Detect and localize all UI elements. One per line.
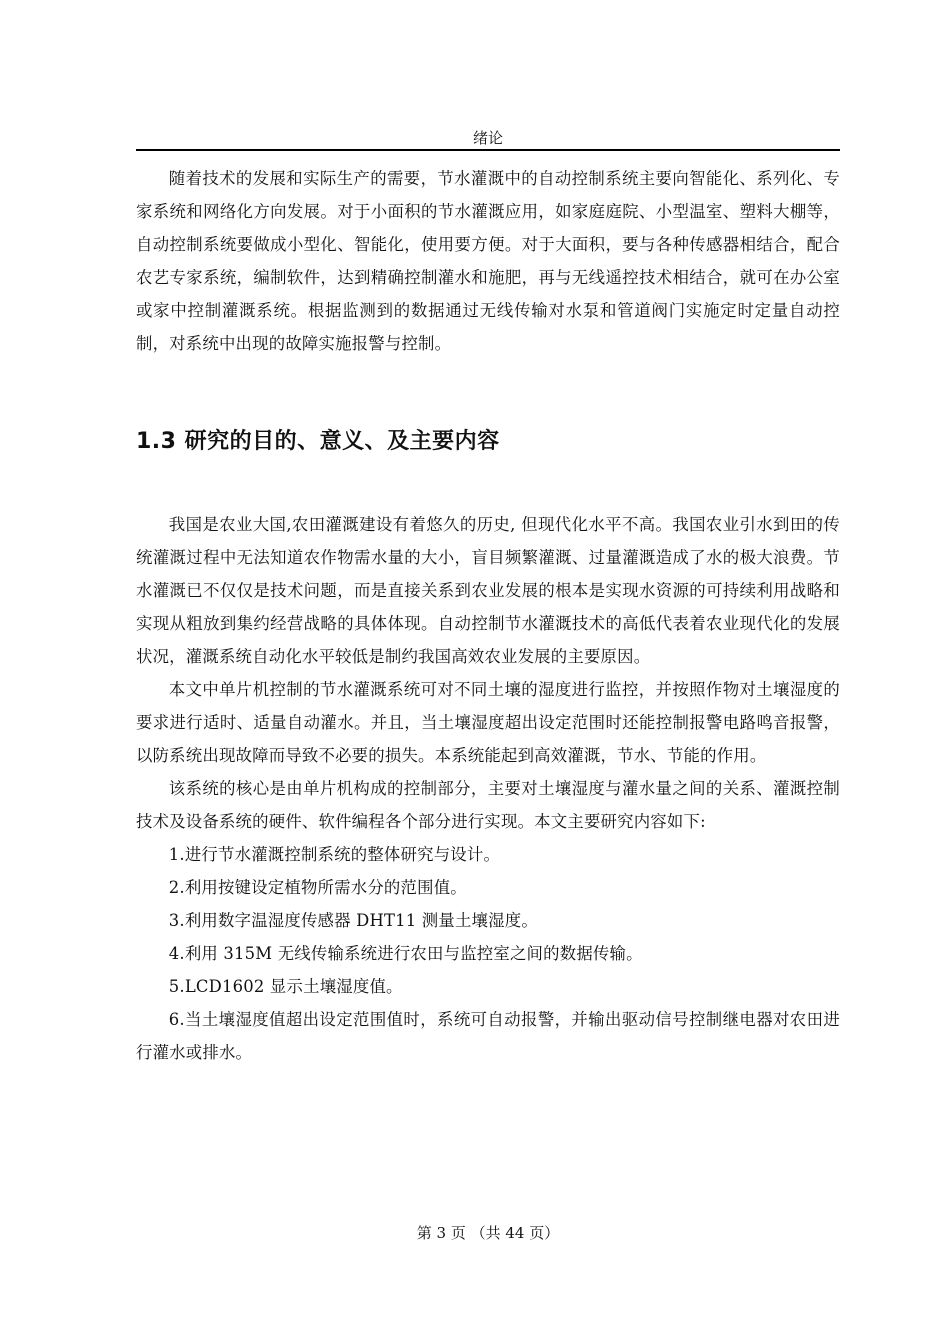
- intro-section: [136, 162, 840, 360]
- list-item: 4.利用 315M 无线传输系统进行农田与监控室之间的数据传输。: [168, 944, 643, 963]
- main-content: [136, 508, 840, 1069]
- list-item: 5.LCD1602 显示土壤湿度值。: [168, 977, 403, 996]
- list-item: 2.利用按键设定植物所需水分的范围值。: [168, 878, 467, 897]
- paragraph: 该系统的核心是由单片机构成的控制部分，主要对土壤湿度与灌水量之间的关系、灌溉控制技术及设备系统的硬件、软件编程各个部分进行实现。本文主要研究内容如下:: [136, 779, 840, 831]
- list-item: 3.利用数字温湿度传感器 DHT11 测量土壤湿度。: [168, 911, 538, 930]
- page-number-footer: 第 3 页 （共 44 页）: [416, 1224, 560, 1242]
- header-divider: [136, 149, 840, 151]
- paragraph: 本文中单片机控制的节水灌溉系统可对不同土壤的湿度进行监控，并按照作物对土壤湿度的要求进行适时、适量自动灌水。并且，当土壤湿度超出设定范围时还能控制报警电路鸣音报警，以防系统出现故障而导致不必要的损失。本系统能起到高效灌溉，节水、节能的作用。: [136, 680, 840, 765]
- list-item: 1.进行节水灌溉控制系统的整体研究与设计。: [168, 845, 501, 864]
- paragraph: 我国是农业大国,农田灌溉建设有着悠久的历史, 但现代化水平不高。我国农业引水到田的传统灌溉过程中无法知道农作物需水量的大小，盲目频繁灌溉、过量灌溉造成了水的极大浪费。节水灌溉已不仅仅是技术问题，而是直接关系到农业发展的根本是实现水资源的可持续利用战略和实现从粗放到集约经营战略的具体体现。自动控制节水灌溉技术的高低代表着农业现代化的发展状况，灌溉系统自动化水平较低是制约我国高效农业发展的主要原因。: [136, 515, 840, 666]
- intro-paragraph: 随着技术的发展和实际生产的需要，节水灌溉中的自动控制系统主要向智能化、系列化、专家系统和网络化方向发展。对于小面积的节水灌溉应用，如家庭庭院、小型温室、塑料大棚等，自动控制系统要做成小型化、智能化，使用要方便。对于大面积，要与各种传感器相结合，配合农艺专家系统，编制软件，达到精确控制灌水和施肥，再与无线遥控技术相结合，就可在办公室或家中控制灌溉系统。根据监测到的数据通过无线传输对水泵和管道阀门实施定时定量自动控制，对系统中出现的故障实施报警与控制。: [136, 169, 840, 353]
- section-heading: 1.3 研究的目的、意义、及主要内容: [136, 429, 500, 454]
- page-header-title: 绪论: [472, 129, 503, 147]
- list-item: 6.当土壤湿度值超出设定范围值时，系统可自动报警，并输出驱动信号控制继电器对农田进行灌水或排水。: [136, 1010, 840, 1062]
